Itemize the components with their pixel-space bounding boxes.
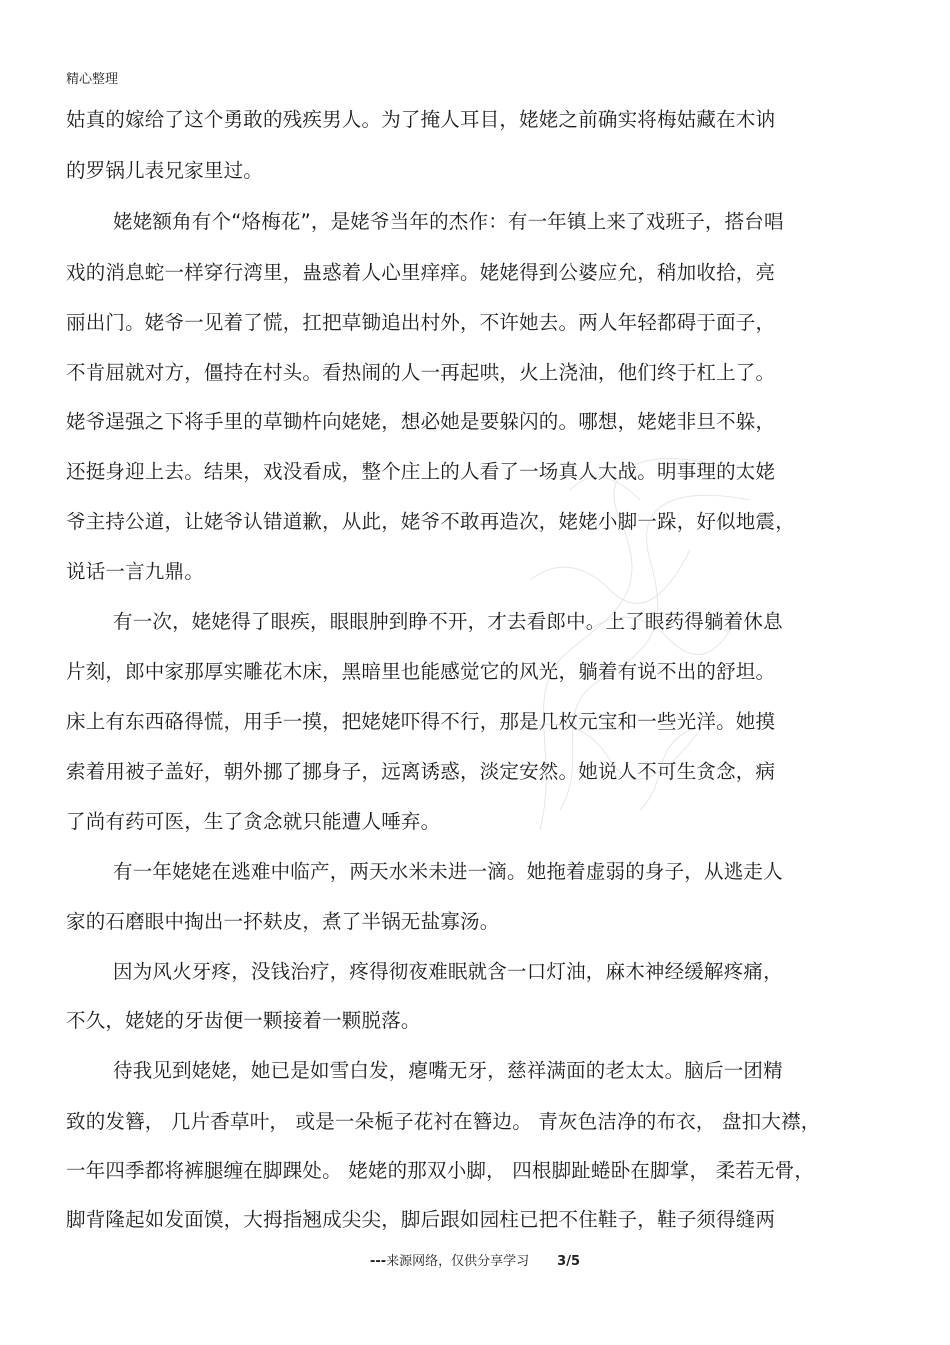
text-line: 说话一言九鼎。	[66, 560, 204, 583]
text-line: 姥爷逞强之下将手里的草锄杵向姥姥，想必她是要躲闪的。哪想，姥姥非旦不躲，	[66, 410, 776, 433]
text-line: 戏的消息蛇一样穿行湾里，蛊惑着人心里痒痒。姥姥得到公婆应允，稍加收拾，亮	[66, 261, 776, 284]
text-line: 床上有东西硌得慌，用手一摸，把姥姥吓得不行，那是几枚元宝和一些光洋。她摸	[66, 710, 776, 733]
text-line: 致的发簪， 几片香草叶， 或是一朵栀子花衬在簪边。 青灰色洁净的布衣， 盘扣大襟，	[66, 1110, 821, 1133]
text-line: 待我见到姥姥，她已是如雪白发，瘪嘴无牙，慈祥满面的老太太。脑后一团精	[113, 1059, 783, 1082]
footer-dash: ---	[369, 1254, 387, 1269]
text-line: 脚背隆起如发面馍，大拇指翘成尖尖，脚后跟如园柱已把不住鞋子，鞋子须得缝两	[66, 1208, 776, 1231]
text-line: 有一年姥姥在逃难中临产，两天水米未进一滴。她拖着虚弱的身子，从逃走人	[113, 860, 783, 883]
watermark-scribble	[500, 430, 760, 850]
text-line: 的罗锅儿表兄家里过。	[66, 159, 264, 182]
text-line: 有一次，姥姥得了眼疾，眼眼肿到睁不开，才去看郎中。上了眼药得躺着休息	[113, 610, 783, 633]
text-line: 家的石磨眼中掏出一抔麸皮，煮了半锅无盐寡汤。	[66, 910, 500, 933]
text-line: 片刻，郎中家那厚实雕花木床，黑暗里也能感觉它的风光，躺着有说不出的舒坦。	[66, 660, 776, 683]
text-line: 姑真的嫁给了这个勇敢的残疾男人。为了掩人耳目，姥姥之前确实将梅姑藏在木讷	[66, 108, 776, 131]
text-line: 一年四季都将裤腿缠在脚踝处。 姥姥的那双小脚， 四根脚趾蜷卧在脚掌， 柔若无骨，	[66, 1159, 815, 1182]
text-line: 了尚有药可医，生了贪念就只能遭人唾弃。	[66, 810, 441, 833]
text-line: 因为风火牙疼，没钱治疗，疼得彻夜难眠就含一口灯油，麻木神经缓解疼痛，	[113, 960, 783, 983]
text-line: 不肯屈就对方，僵持在村头。看热闹的人一再起哄，火上浇油，他们终于杠上了。	[66, 361, 776, 384]
page-number: 3/5	[557, 1254, 581, 1269]
page-header: 精心整理	[66, 72, 119, 87]
text-line: 姥姥额角有个“烙梅花”，是姥爷当年的杰作：有一年镇上来了戏班子，搭台唱	[113, 210, 784, 233]
text-line: 不久，姥姥的牙齿便一颗接着一颗脱落。	[66, 1009, 421, 1032]
text-line: 丽出门。姥爷一见着了慌，扛把草锄追出村外，不许她去。两人年轻都碍于面子，	[66, 311, 776, 334]
text-line: 索着用被子盖好，朝外挪了挪身子，远离诱惑，淡定安然。她说人不可生贪念，病	[66, 760, 776, 783]
text-line: 爷主持公道，让姥爷认错道歉，从此，姥爷不敢再造次，姥姥小脚一跺，好似地震，	[66, 510, 795, 533]
page-footer	[0, 1250, 950, 1269]
footer-source: 来源网络，仅供分享学习	[386, 1254, 530, 1269]
text-line: 还挺身迎上去。结果，戏没看成，整个庄上的人看了一场真人大战。明事理的太姥	[66, 460, 776, 483]
